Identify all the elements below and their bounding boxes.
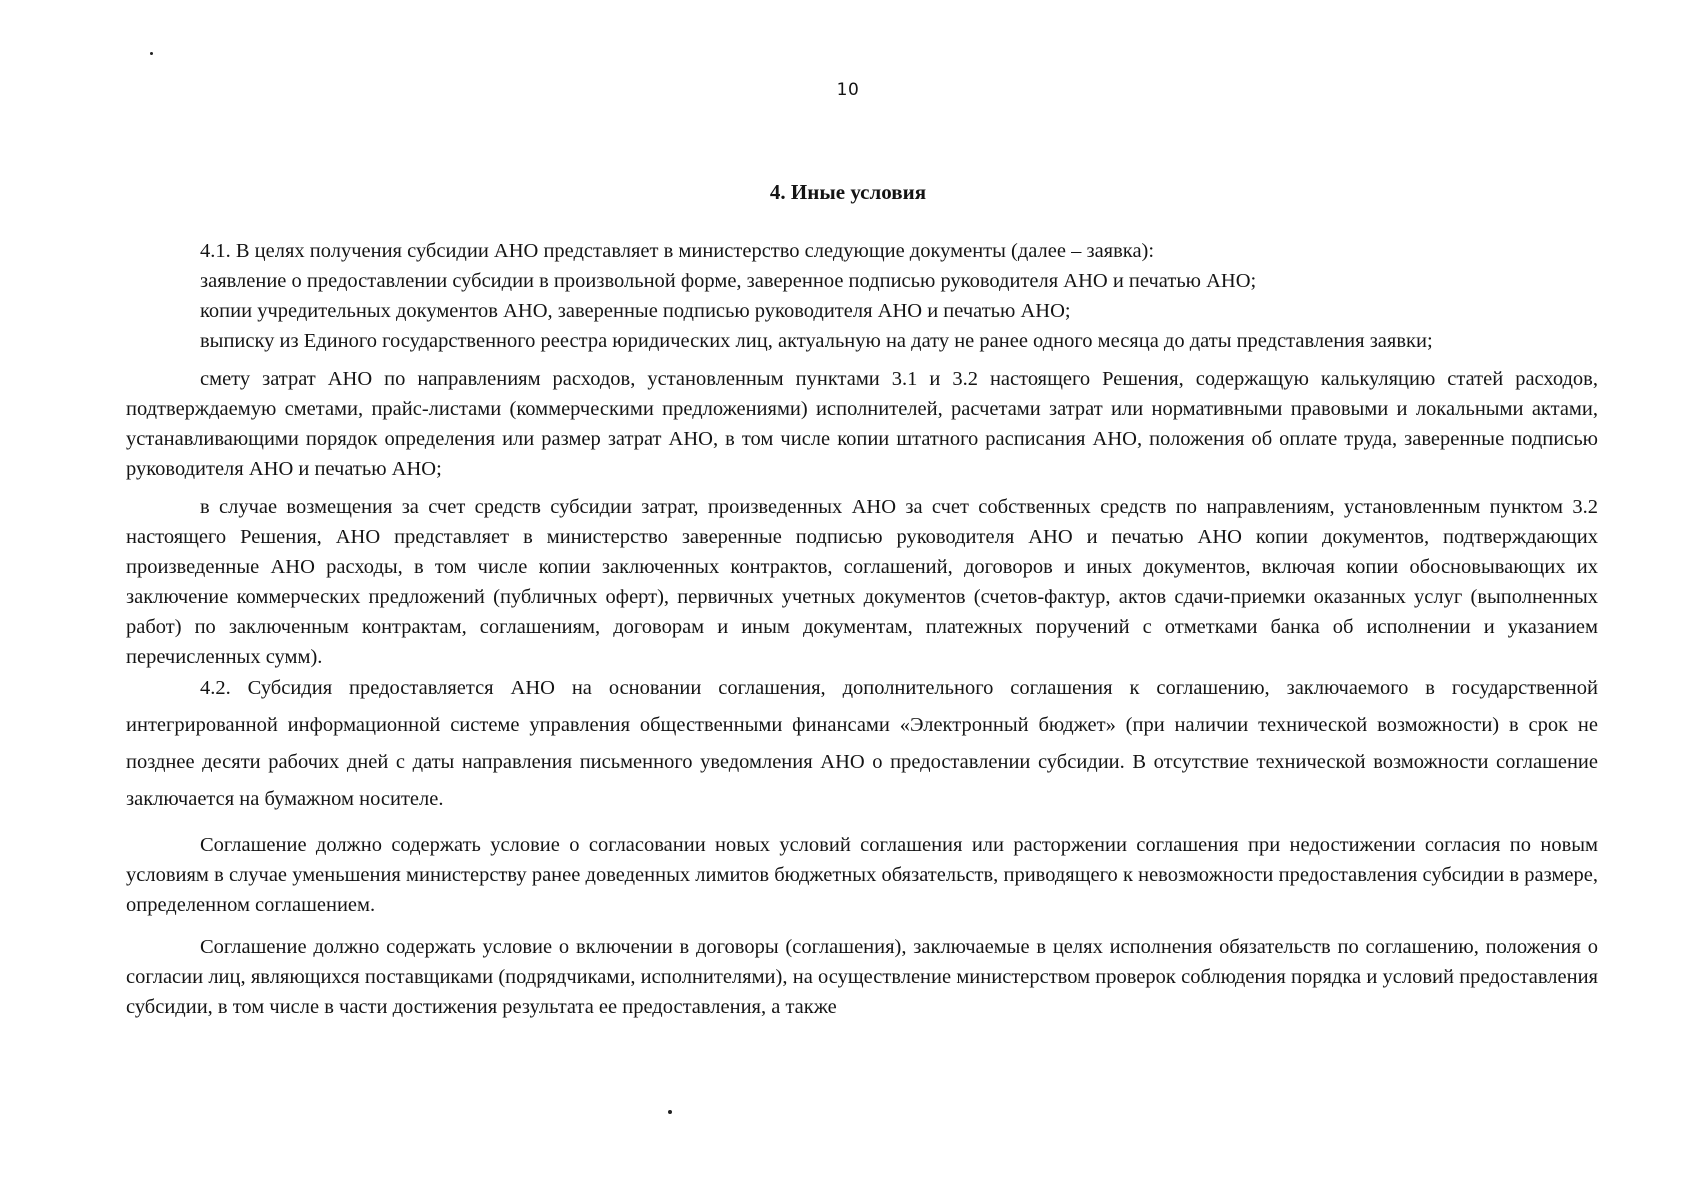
paragraph-agreement-limits: Соглашение должно содержать условие о согласовании новых условий соглашения или расторжении соглашения при недостижении согласия по новым условиям в случае уменьшения министерству ранее доведенных лимитов бюджетных обязательств, приводящего к невозможности предоставления субсидии в размере, определенном соглашением. xyxy=(126,834,1598,916)
scan-speck xyxy=(150,52,153,55)
list-item-application: заявление о предоставлении субсидии в произвольной форме, заверенное подписью руководителя АНО и печатью АНО; xyxy=(200,270,1257,292)
scan-speck xyxy=(668,1110,672,1114)
paragraph-agreement-inspections: Соглашение должно содержать условие о включении в договоры (соглашения), заключаемые в целях исполнения обязательств по соглашению, положения о согласии лиц, являющихся поставщиками (подрядчиками, исполнителями), на осуществление министерством проверок соблюдения порядка и условий предоставления субсидии, в том числе в части достижения результата ее предоставления, а также xyxy=(126,936,1598,1018)
list-item-founding-docs: копии учредительных документов АНО, заверенные подписью руководителя АНО и печатью АНО; xyxy=(200,300,1071,322)
page-number: 10 xyxy=(836,80,860,100)
list-item-registry-extract: выписку из Единого государственного реестра юридических лиц, актуальную на дату не ранее одного месяца до даты представления заявки; xyxy=(200,330,1433,352)
list-item-cost-estimate: смету затрат АНО по направлениям расходов, установленным пунктами 3.1 и 3.2 настоящего Решения, содержащую калькуляцию статей расходов, подтверждаемую сметами, прайс-листами (коммерческими предложениями) исполнителей, расчетами затрат или нормативными правовыми и локальными актами, устанавливающими порядок определения или размер затрат АНО, в том числе копии штатного расписания АНО, положения об оплате труда, заверенные подписью руководителя АНО и печатью АНО; xyxy=(126,368,1598,480)
section-title: 4. Иные условия xyxy=(769,180,927,204)
paragraph-4-2: 4.2. Субсидия предоставляется АНО на основании соглашения, дополнительного соглашения к соглашению, заключаемого в государственной интегрированной информационной системе управления общественными финансами «Электронный бюджет» (при наличии технической возможности) в срок не позднее десяти рабочих дней с даты направления письменного уведомления АНО о предоставлении субсидии. В отсутствие технической возможности соглашение заключается на бумажном носителе. xyxy=(126,677,1598,810)
list-item-reimbursement-docs: в случае возмещения за счет средств субсидии затрат, произведенных АНО за счет собственных средств по направлениям, установленным пунктом 3.2 настоящего Решения, АНО представляет в министерство заверенные подписью руководителя АНО и печатью АНО копии документов, подтверждающих произведенные АНО расходы, в том числе копии заключенных контрактов, соглашений, договоров и иных документов, включая копии обосновывающих их заключение коммерческих предложений (публичных оферт), первичных учетных документов (счетов-фактур, актов сдачи-приемки оказанных услуг (выполненных работ) по заключенным контрактам, соглашениям, договорам и иным документам, платежных поручений с отметками банка об исполнении и указанием перечисленных сумм). xyxy=(126,496,1598,668)
document-body xyxy=(126,236,1598,1022)
paragraph-4-1-intro: 4.1. В целях получения субсидии АНО представляет в министерство следующие документы (далее – заявка): xyxy=(200,240,1155,262)
